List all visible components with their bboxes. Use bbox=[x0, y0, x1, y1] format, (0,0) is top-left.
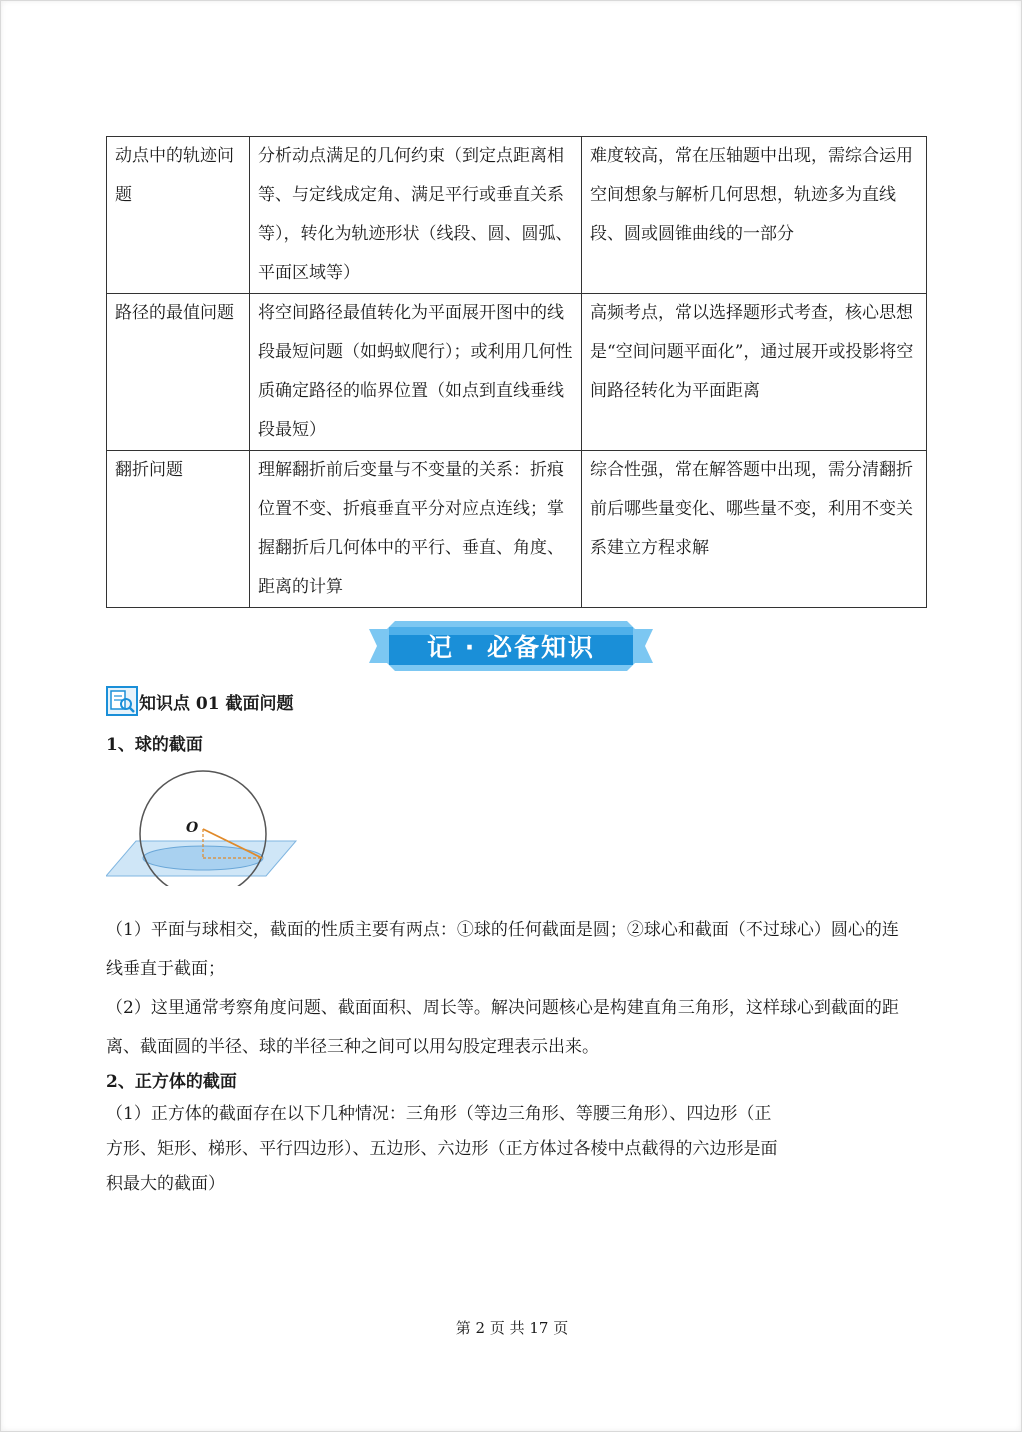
knowledge-point-title: 知识点 01 截面问题 bbox=[139, 694, 294, 714]
table-row bbox=[107, 294, 927, 451]
paragraph-line: （1）平面与球相交，截面的性质主要有两点：①球的任何截面是圆；②球心和截面（不过球心）圆心的连 bbox=[106, 920, 899, 940]
table-cell-topic: 路径的最值问题 bbox=[107, 294, 250, 451]
paragraph-line: （1）正方体的截面存在以下几种情况：三角形（等边三角形、等腰三角形）、四边形（正 bbox=[106, 1104, 772, 1124]
section-banner bbox=[369, 621, 653, 671]
knowledge-table bbox=[106, 136, 927, 608]
sphere-paragraph bbox=[106, 911, 899, 1067]
table-row bbox=[107, 451, 927, 608]
table-cell-topic: 动点中的轨迹问题 bbox=[107, 137, 250, 294]
cube-paragraph bbox=[106, 1097, 778, 1202]
table-cell-note: 高频考点，常以选择题形式考查，核心思想是“空间问题平面化”，通过展开或投影将空间路径转化为平面距离 bbox=[582, 294, 927, 451]
magnifier-document-icon bbox=[106, 685, 138, 717]
paragraph-line: 离、截面圆的半径、球的半径三种之间可以用勾股定理表示出来。 bbox=[106, 1037, 599, 1057]
table-cell-topic: 翻折问题 bbox=[107, 451, 250, 608]
table-cell-note: 综合性强，常在解答题中出现，需分清翻折前后哪些量变化、哪些量不变，利用不变关系建立方程求解 bbox=[582, 451, 927, 608]
section-heading-cube: 2、正方体的截面 bbox=[106, 1072, 237, 1092]
banner-title: 记 · 必备知识 bbox=[427, 633, 595, 662]
table-cell-method: 理解翻折前后变量与不变量的关系：折痕位置不变、折痕垂直平分对应点连线；掌握翻折后几何体中的平行、垂直、角度、距离的计算 bbox=[250, 451, 582, 608]
table-cell-method: 分析动点满足的几何约束（到定点距离相等、与定线成定角、满足平行或垂直关系等），转化为轨迹形状（线段、圆、圆弧、平面区域等） bbox=[250, 137, 582, 294]
table-row bbox=[107, 137, 927, 294]
paragraph-line: 方形、矩形、梯形、平行四边形）、五边形、六边形（正方体过各棱中点截得的六边形是面 bbox=[106, 1139, 778, 1159]
table-cell-note: 难度较高，常在压轴题中出现，需综合运用空间想象与解析几何思想，轨迹多为直线段、圆或圆锥曲线的一部分 bbox=[582, 137, 927, 294]
paragraph-line: 线垂直于截面； bbox=[106, 959, 225, 979]
section-heading-sphere: 1、球的截面 bbox=[106, 735, 203, 755]
sphere-section-figure bbox=[106, 766, 306, 886]
paragraph-line: （2）这里通常考察角度问题、截面面积、周长等。解决问题核心是构建直角三角形，这样球心到截面的距 bbox=[106, 998, 899, 1018]
sphere-center-label: O bbox=[186, 820, 199, 836]
table-cell-method: 将空间路径最值转化为平面展开图中的线段最短问题（如蚂蚁爬行）；或利用几何性质确定路径的临界位置（如点到直线垂线段最短） bbox=[250, 294, 582, 451]
paragraph-line: 积最大的截面） bbox=[106, 1174, 225, 1194]
page-footer: 第 2 页 共 17 页 bbox=[455, 1319, 569, 1337]
